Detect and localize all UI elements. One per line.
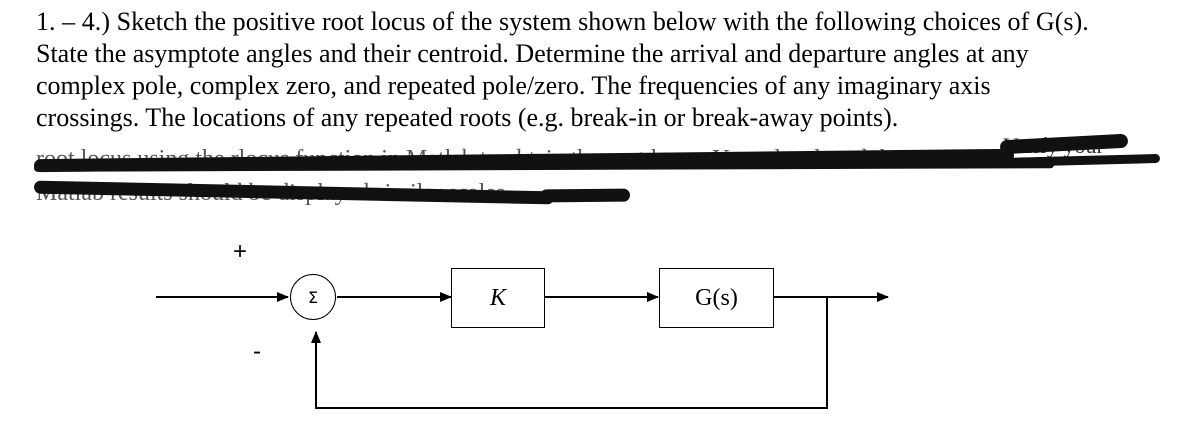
problem-line-2: State the asymptote angles and their centroid. Determine the arrival and departure angles at any — [36, 39, 1029, 68]
plant-block — [659, 268, 774, 328]
problem-line-3: complex pole, complex zero, and repeated pole/zero. The frequencies of any imaginary axis — [36, 71, 991, 100]
problem-line-1: 1. – 4.) Sketch the positive root locus of the system shown below with the following choices of G(s). — [36, 7, 1089, 36]
summing-junction — [290, 274, 336, 320]
problem-line-4: crossings. The locations of any repeated roots (e.g. break-in or break-away points). — [36, 103, 899, 132]
gain-label: K — [489, 284, 506, 311]
sum-symbol: Σ — [307, 287, 319, 307]
minus-sign: - — [253, 338, 261, 365]
plant-label: G(s) — [695, 284, 738, 311]
gain-block — [451, 268, 545, 328]
plus-sign: + — [233, 238, 248, 265]
